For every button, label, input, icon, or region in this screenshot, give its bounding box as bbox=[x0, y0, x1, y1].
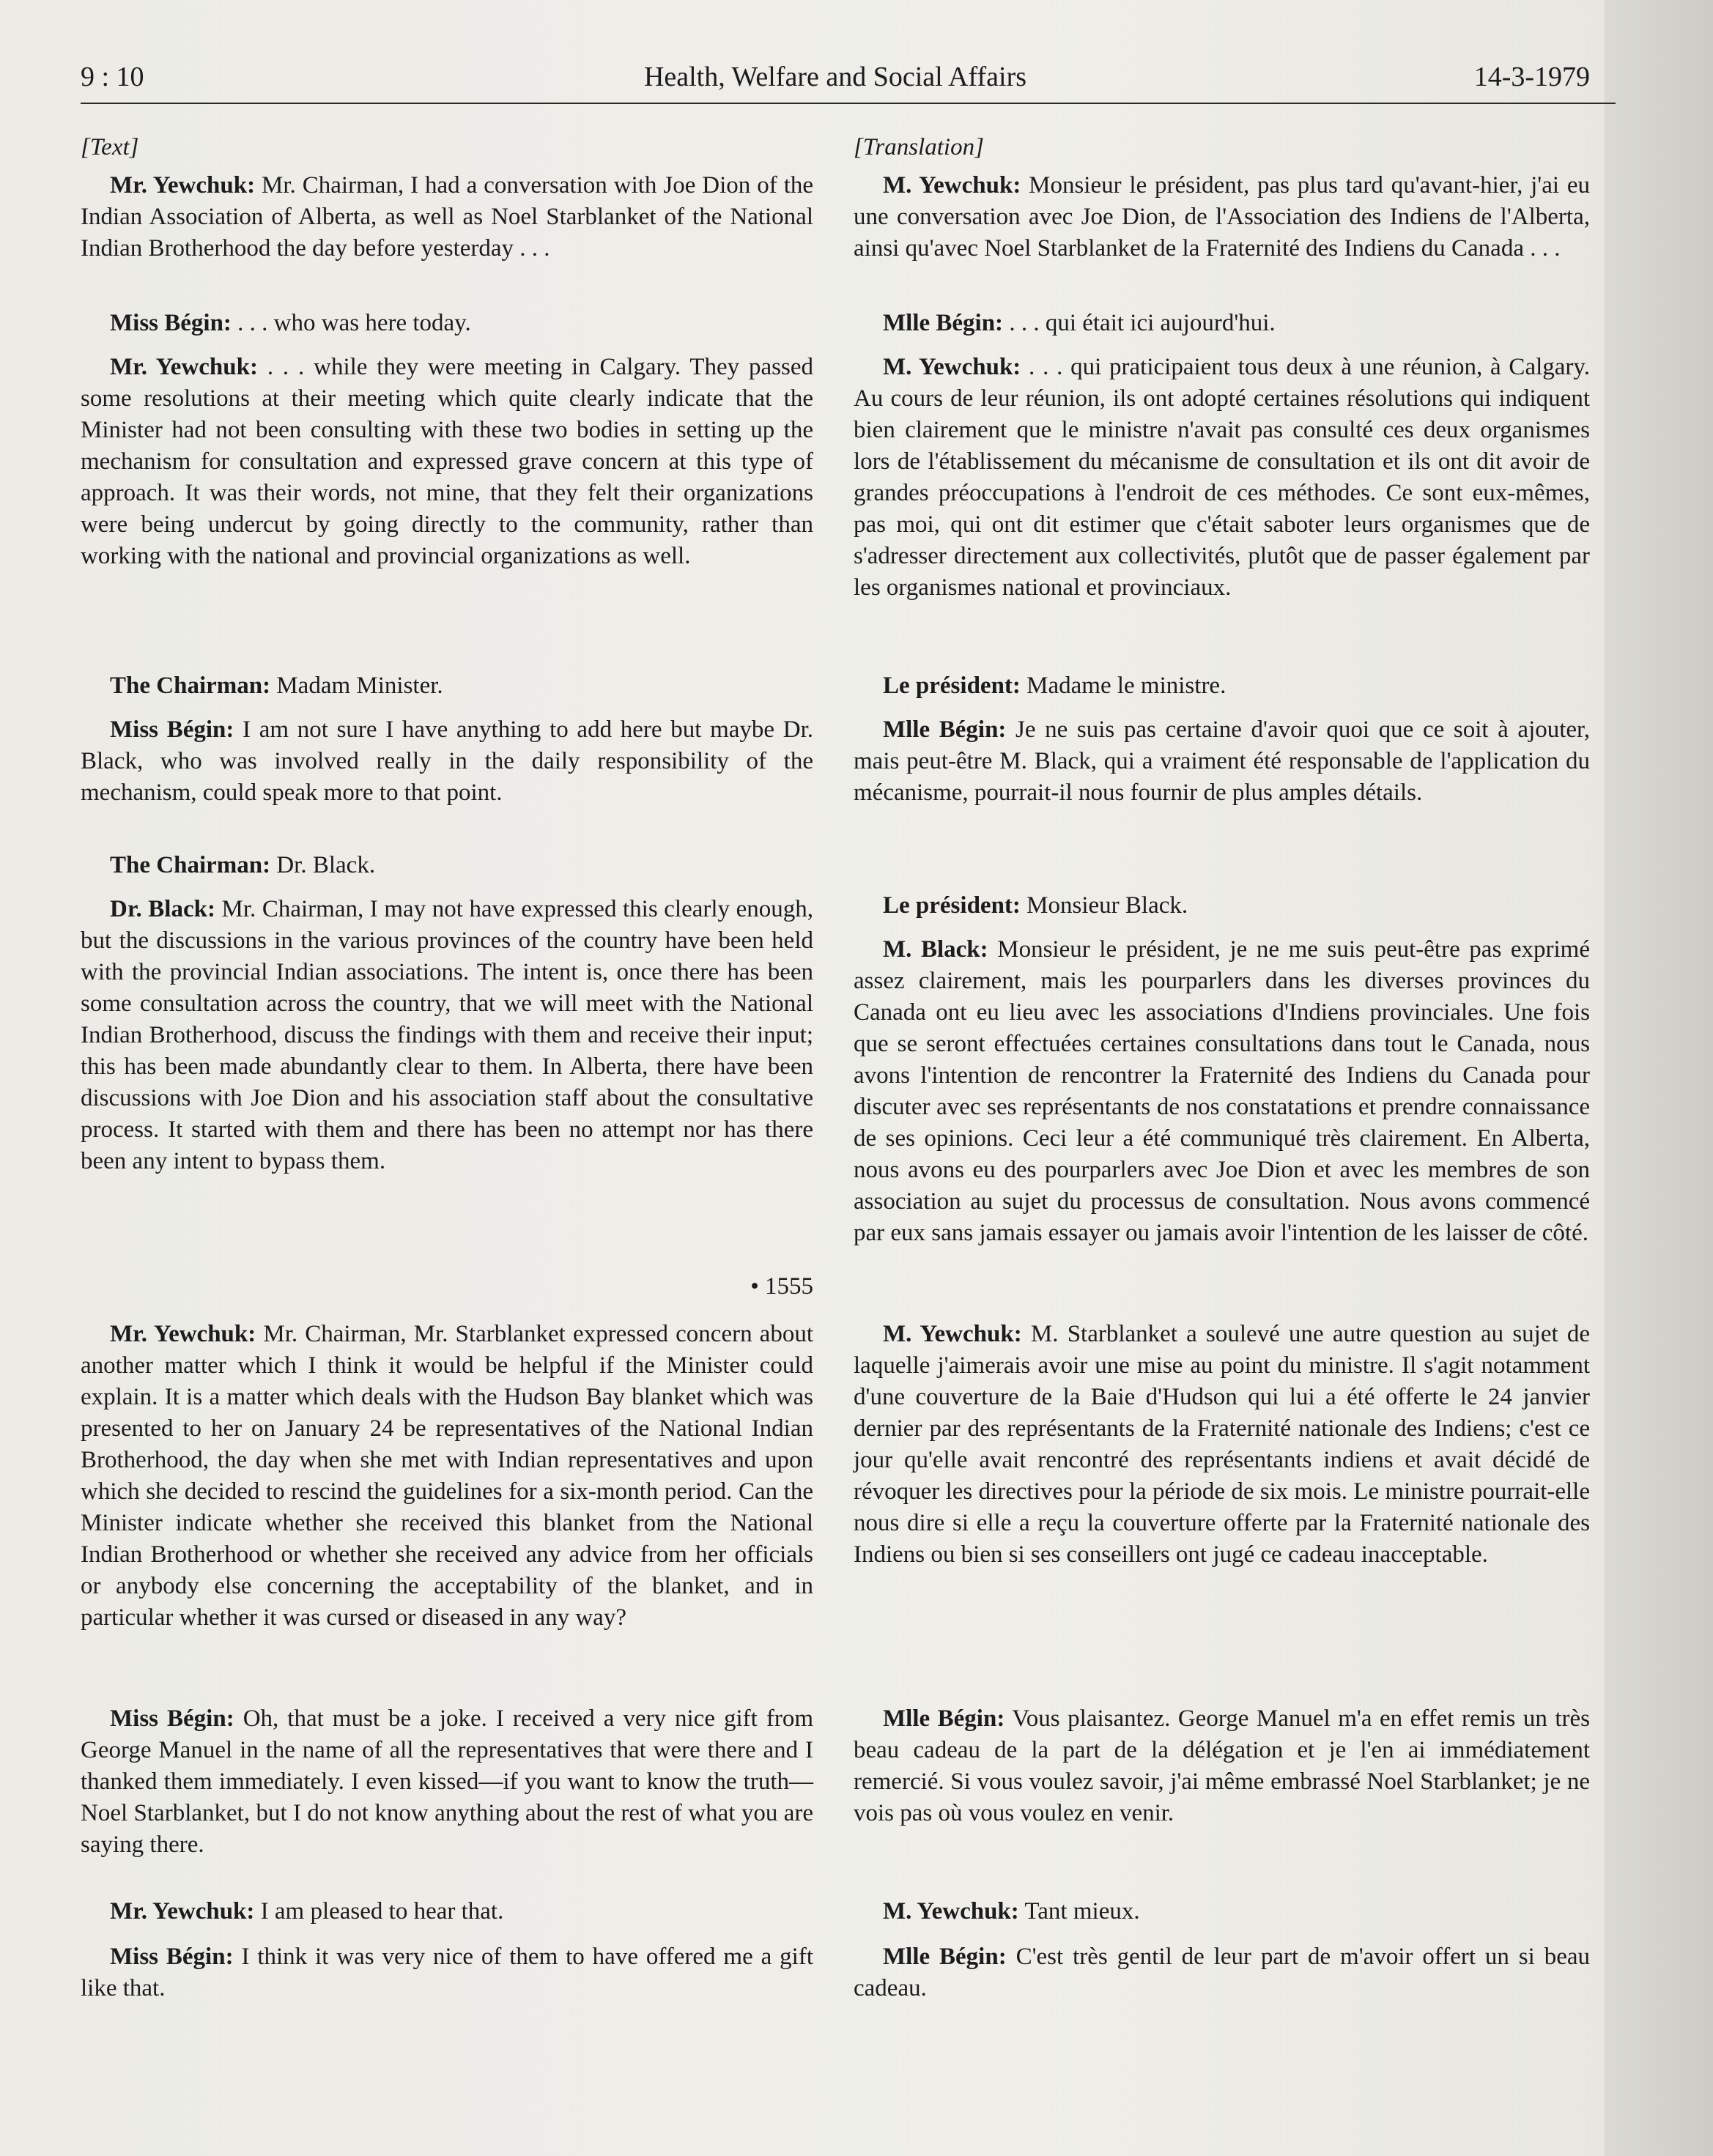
speaker-name: Miss Bégin: bbox=[110, 1944, 234, 1970]
speaker-name: The Chairman: bbox=[110, 673, 271, 699]
page-number: 9 : 10 bbox=[81, 62, 144, 92]
speech-text: I am pleased to hear that. bbox=[254, 1898, 504, 1925]
speaker-name: The Chairman: bbox=[110, 852, 271, 878]
speech-text: . . . qui était ici aujourd'hui. bbox=[1003, 310, 1276, 336]
paragraph bbox=[854, 352, 1590, 604]
paragraph bbox=[854, 308, 1590, 339]
speech-text: . . . who was here today. bbox=[231, 310, 471, 336]
paragraph bbox=[854, 890, 1590, 922]
paragraph bbox=[81, 170, 813, 264]
speech-text: I think it was very nice of them to have offered me a gift like that. bbox=[81, 1944, 813, 2001]
speech-text: Vous plaisantez. George Manuel m'a en effet remis un très beau cadeau de la part de la délégation et je l'en ai immédiatement remercié. Si vous voulez savoir, j'ai même embrassé Noel Starblanket; je ne vois pas où vous voulez en venir. bbox=[854, 1705, 1590, 1826]
speech-text: Madam Minister. bbox=[270, 673, 443, 699]
speaker-name: Le président: bbox=[883, 673, 1021, 699]
header-rule bbox=[81, 103, 1616, 104]
paragraph bbox=[81, 714, 813, 809]
speaker-name: Le président: bbox=[883, 892, 1021, 919]
speech-text: Mr. Chairman, Mr. Starblanket expressed concern about another matter which I think it would be helpful if the Minister could explain. It is a matter which deals with the Hudson Bay blanket which was presented to her on January 24 be representatives of the National Indian Brotherhood, the day when she met with Indian representatives and upon which she decided to rescind the guidelines for a six-month period. Can the Minister indicate whether she received this blanket from the National Indian Brotherhood or whether she received any advice from her officials or anybody else concerning the acceptability of the blanket, and in particular whether it was cursed or diseased in any way? bbox=[81, 1321, 813, 1631]
speaker-name: Mlle Bégin: bbox=[883, 716, 1007, 743]
speaker-name: Miss Bégin: bbox=[110, 716, 234, 743]
paragraph bbox=[81, 670, 813, 702]
paragraph bbox=[854, 670, 1590, 702]
speaker-name: M. Black: bbox=[883, 936, 988, 963]
paragraph bbox=[81, 308, 813, 339]
speech-text: I am not sure I have anything to add here but maybe Dr. Black, who was involved really in the daily responsibility of the mechanism, could speak more to that point. bbox=[81, 716, 813, 806]
page-header bbox=[81, 51, 1590, 103]
paragraph bbox=[854, 714, 1590, 809]
paragraph bbox=[81, 1941, 813, 2004]
speech-text: C'est très gentil de leur part de m'avoir offert un si beau cadeau. bbox=[854, 1944, 1590, 2001]
speaker-name: Miss Bégin: bbox=[110, 310, 232, 336]
paragraph bbox=[81, 352, 813, 572]
paragraph bbox=[81, 1896, 813, 1927]
paragraph bbox=[81, 1703, 813, 1861]
speech-text: Madame le ministre. bbox=[1020, 673, 1227, 699]
speaker-name: Mr. Yewchuk: bbox=[110, 1321, 256, 1347]
speaker-name: Miss Bégin: bbox=[110, 1705, 234, 1732]
paragraph bbox=[854, 1941, 1590, 2004]
speaker-name: Mlle Bégin: bbox=[883, 1705, 1005, 1732]
paragraph bbox=[81, 850, 813, 881]
speech-text: Monsieur le président, je ne me suis peut-être pas exprimé assez clairement, mais les pourparlers dans les diverses provinces du Canada ont eu lieu avec les associations d'Indiens provinciales. Une fois que se seront effectuées certaines consultations dans tout le Canada, nous avons l'intention de rencontrer la Fraternité des Indiens du Canada pour discuter avec ses représentants de nos constatations et prendre connaissance de ses opinions. Ceci leur a été communiqué très clairement. En Alberta, nous avons eu des pourparlers avec Joe Dion et avec les membres de son association au sujet du processus de consultation. Nous avons commencé par eux sans jamais essayer ou jamais avoir l'intention de les laisser de côté. bbox=[854, 936, 1590, 1246]
speech-text: M. Starblanket a soulevé une autre question au sujet de laquelle j'aimerais avoir une mise au point du ministre. Il s'agit notamment d'une couverture de la Baie d'Hudson qui lui a été offerte le 24 janvier dernier par des représentants de la Fraternité nationale des Indiens; c'est ce jour qu'elle avait rencontré des représentants indiens et avait décidé de révoquer les directives pour la période de six mois. Le ministre pourrait-elle nous dire si elle a reçu la couverture offerte par la Fraternité nationale des Indiens ou bien si ses conseillers ont jugé ce cadeau inacceptable. bbox=[854, 1321, 1590, 1568]
speaker-name: Mlle Bégin: bbox=[883, 1944, 1007, 1970]
speaker-name: M. Yewchuk: bbox=[883, 354, 1021, 380]
speaker-name: M. Yewchuk: bbox=[883, 172, 1021, 199]
speech-text: Monsieur le président, pas plus tard qu'avant-hier, j'ai eu une conversation avec Joe Dion, de l'Association des Indiens de l'Alberta, ainsi qu'avec Noel Starblanket de la Fraternité des Indiens du Canada . . . bbox=[854, 172, 1591, 262]
speech-text: Oh, that must be a joke. I received a very nice gift from George Manuel in the name of all the representatives that were there and I thanked them immediately. I even kissed—if you want to know the truth—Noel Starblanket, but I do not know anything about the rest of what you are saying there. bbox=[81, 1705, 813, 1858]
paragraph bbox=[81, 1319, 813, 1634]
speaker-name: Mr. Yewchuk: bbox=[110, 172, 256, 199]
speaker-name: Mr. Yewchuk: bbox=[110, 354, 258, 380]
page-date: 14-3-1979 bbox=[1473, 62, 1590, 92]
paragraph bbox=[854, 934, 1590, 1249]
paragraph bbox=[854, 170, 1590, 264]
speech-text: Je ne suis pas certaine d'avoir quoi que ce soit à ajouter, mais peut-être M. Black, qui a vraiment été responsable de l'application du mécanisme, pourrait-il nous fournir de plus amples détails. bbox=[854, 716, 1590, 806]
paragraph bbox=[854, 1896, 1590, 1927]
paragraph bbox=[854, 1319, 1590, 1571]
speaker-name: M. Yewchuk: bbox=[883, 1898, 1019, 1925]
paragraph bbox=[81, 894, 813, 1177]
speech-text: Tant mieux. bbox=[1018, 1898, 1140, 1925]
adjacent-page-edge bbox=[1605, 0, 1713, 2156]
paragraph bbox=[854, 1703, 1590, 1829]
speaker-name: M. Yewchuk: bbox=[883, 1321, 1022, 1347]
speaker-name: Mlle Bégin: bbox=[883, 310, 1004, 336]
time-marker: • 1555 bbox=[750, 1273, 813, 1300]
running-title: Health, Welfare and Social Affairs bbox=[643, 62, 1027, 92]
speech-text: . . . qui praticipaient tous deux à une réunion, à Calgary. Au cours de leur réunion, ils ont adopté certaines résolutions qui indiquent bien clairement que le ministre n'avait pas consulté ces deux organismes lors de l'établissement du mécanisme de consultation et ils ont dit avoir de grandes préoccupations à l'endroit de ces méthodes. Ce sont eux-mêmes, pas moi, qui ont dit estimer que c'était saboter leurs organismes que de s'adresser directement aux collectivités, plutôt que de passer également par les organismes national et provinciaux. bbox=[854, 354, 1591, 601]
speech-text: Monsieur Black. bbox=[1020, 892, 1188, 919]
speech-text: Mr. Chairman, I had a conversation with Joe Dion of the Indian Association of Alberta, as well as Noel Starblanket of the National Indian Brotherhood the day before yesterday . . . bbox=[81, 172, 814, 262]
translation-tag: [Translation] bbox=[854, 134, 984, 160]
text-tag: [Text] bbox=[81, 134, 139, 160]
speaker-name: Dr. Black: bbox=[110, 896, 215, 922]
speech-text: Dr. Black. bbox=[270, 852, 376, 878]
speaker-name: Mr. Yewchuk: bbox=[110, 1898, 255, 1925]
speech-text: Mr. Chairman, I may not have expressed this clearly enough, but the discussions in the various provinces of the country have been held with the provincial Indian associations. The intent is, once there has been some consultation across the country, that we will meet with the National Indian Brotherhood, discuss the findings with them and receive their input; this has been made abundantly clear to them. In Alberta, there have been discussions with Joe Dion and his association staff about the consultative process. It started with them and there has been no attempt nor has there been any intent to bypass them. bbox=[81, 896, 813, 1174]
speech-text: . . . while they were meeting in Calgary. They passed some resolutions at their meeting which quite clearly indicate that the Minister had not been consulting with these two bodies in setting up the mechanism for consultation and expressed grave concern at this type of approach. It was their words, not mine, that they felt their organizations were being undercut by going directly to the community, rather than working with the national and provincial organizations as well. bbox=[81, 354, 813, 569]
